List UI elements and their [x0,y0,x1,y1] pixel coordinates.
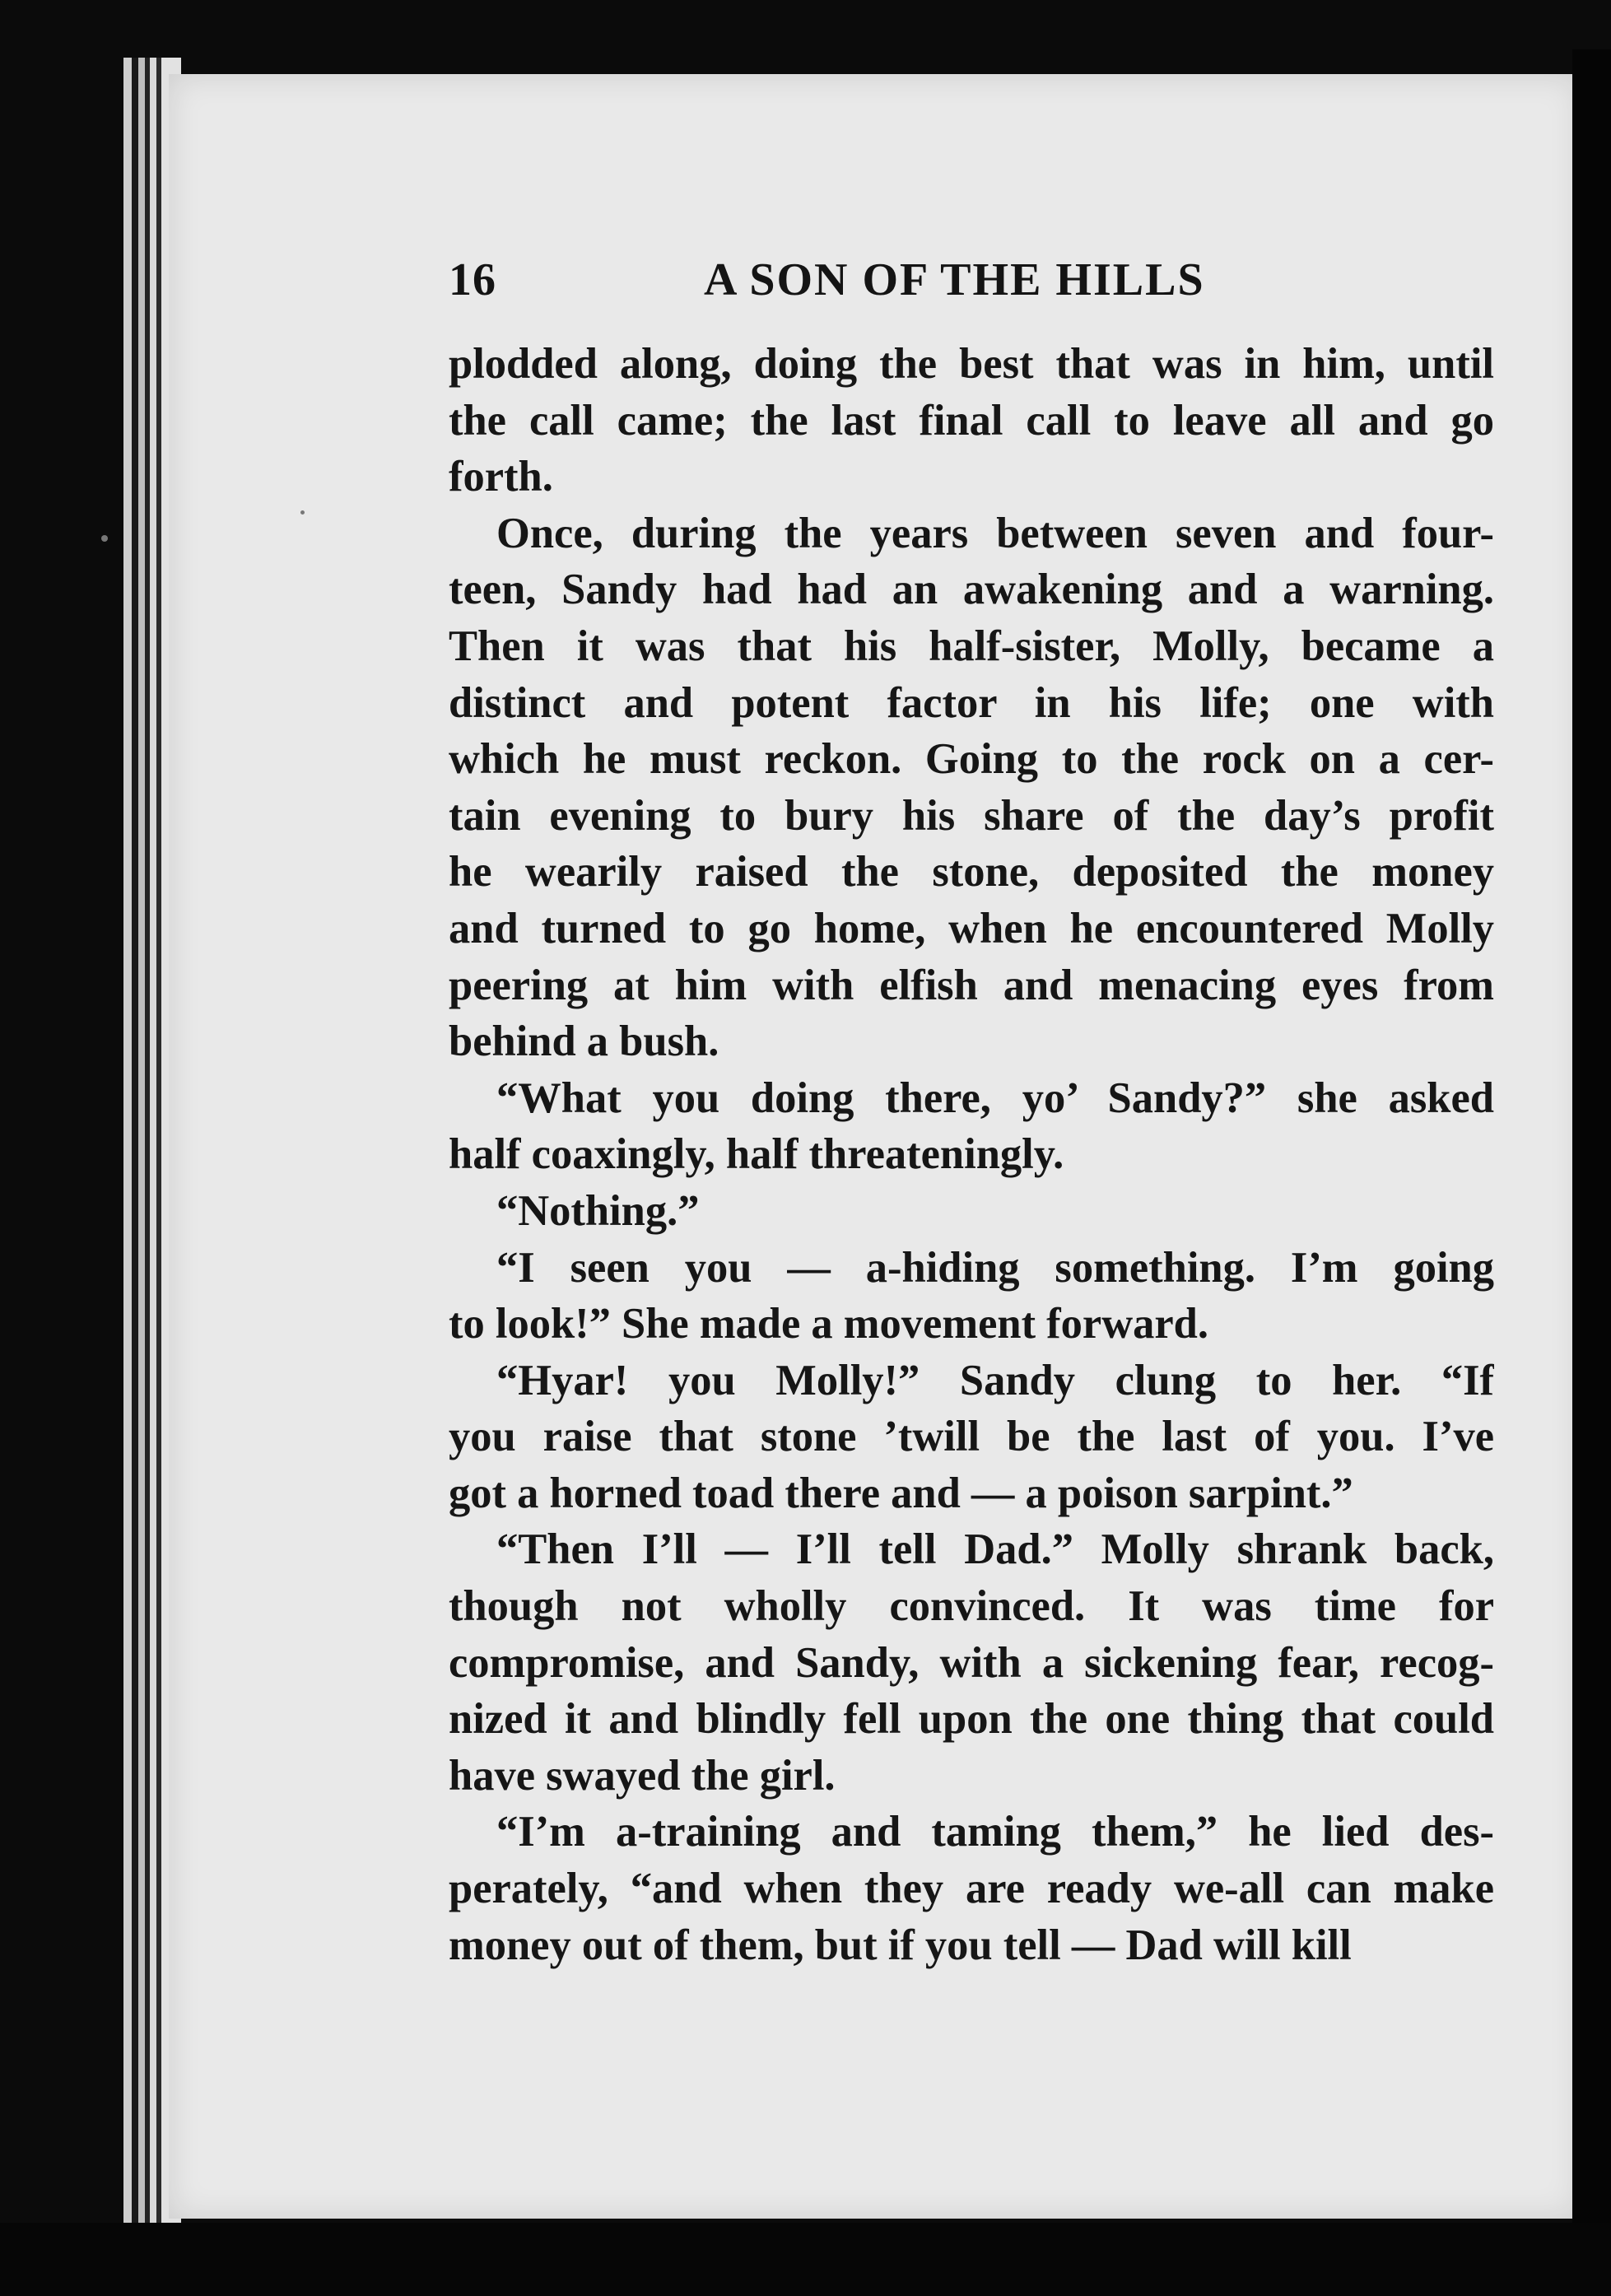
margin-speck [300,510,305,515]
text-line: “I’m a-training and taming them,” he lied des- [496,1808,1494,1856]
text-line: money out of them, but if you tell — Dad will kill [449,1921,1352,1969]
text-line: and turned to go home, when he encountered Molly [449,904,1494,952]
text-line: “I seen you — a-hiding something. I’m going [496,1243,1494,1292]
text-line: perately, “and when they are ready we-all can make [449,1865,1494,1913]
paragraph [449,1521,1494,1804]
text-line: “Then I’ll — I’ll tell Dad.” Molly shrank back, [496,1525,1494,1574]
text-line: though not wholly convinced. It was time for [449,1582,1494,1631]
text-line: you raise that stone ’twill be the last of you. I’ve [449,1413,1494,1461]
text-line: tain evening to bury his share of the day’s profit [449,791,1494,840]
body-text [449,336,1494,1973]
text-line: behind a bush. [449,1018,719,1066]
text-line: plodded along, doing the best that was in him, until [449,340,1494,388]
paragraph [449,1070,1494,1183]
text-line: which he must reckon. Going to the rock on a cer- [449,735,1494,784]
text-line: Once, during the years between seven and four- [496,509,1494,557]
text-line: got a horned toad there and — a poison sarpint.” [449,1469,1353,1517]
text-line: distinct and potent factor in his life; one with [449,678,1494,727]
text-line: Then it was that his half-sister, Molly, became a [449,622,1494,670]
margin-speck [101,535,108,542]
paragraph [449,1183,1494,1240]
text-line: peering at him with elfish and menacing eyes from [449,961,1494,1009]
text-line: to look!” She made a movement forward. [449,1300,1209,1348]
text-line: compromise, and Sandy, with a sickening fear, recog- [449,1638,1494,1687]
text-line: nized it and blindly fell upon the one thing that could [449,1695,1494,1744]
running-head: A SON OF THE HILLS [704,254,1205,305]
text-line: “Hyar! you Molly!” Sandy clung to her. “If [496,1356,1494,1404]
text-line: teen, Sandy had had an awakening and a warning. [449,566,1494,614]
right-shadow [1572,49,1611,2296]
text-line: half coaxingly, half threateningly. [449,1130,1064,1179]
paragraph [449,505,1494,1070]
paragraph [449,1804,1494,1973]
bottom-shadow [0,2223,1611,2296]
page-number: 16 [449,254,496,305]
text-line: he wearily raised the stone, deposited the money [449,848,1494,897]
text-line: the call came; the last final call to leave all and go [449,396,1494,445]
paragraph [449,1353,1494,1522]
text-line: forth. [449,453,553,501]
text-line: “What you doing there, yo’ Sandy?” she asked [496,1073,1494,1122]
paragraph [449,336,1494,505]
text-line: “Nothing.” [496,1186,700,1235]
paragraph [449,1240,1494,1353]
page-header [449,247,1502,321]
text-line: have swayed the girl. [449,1751,836,1800]
